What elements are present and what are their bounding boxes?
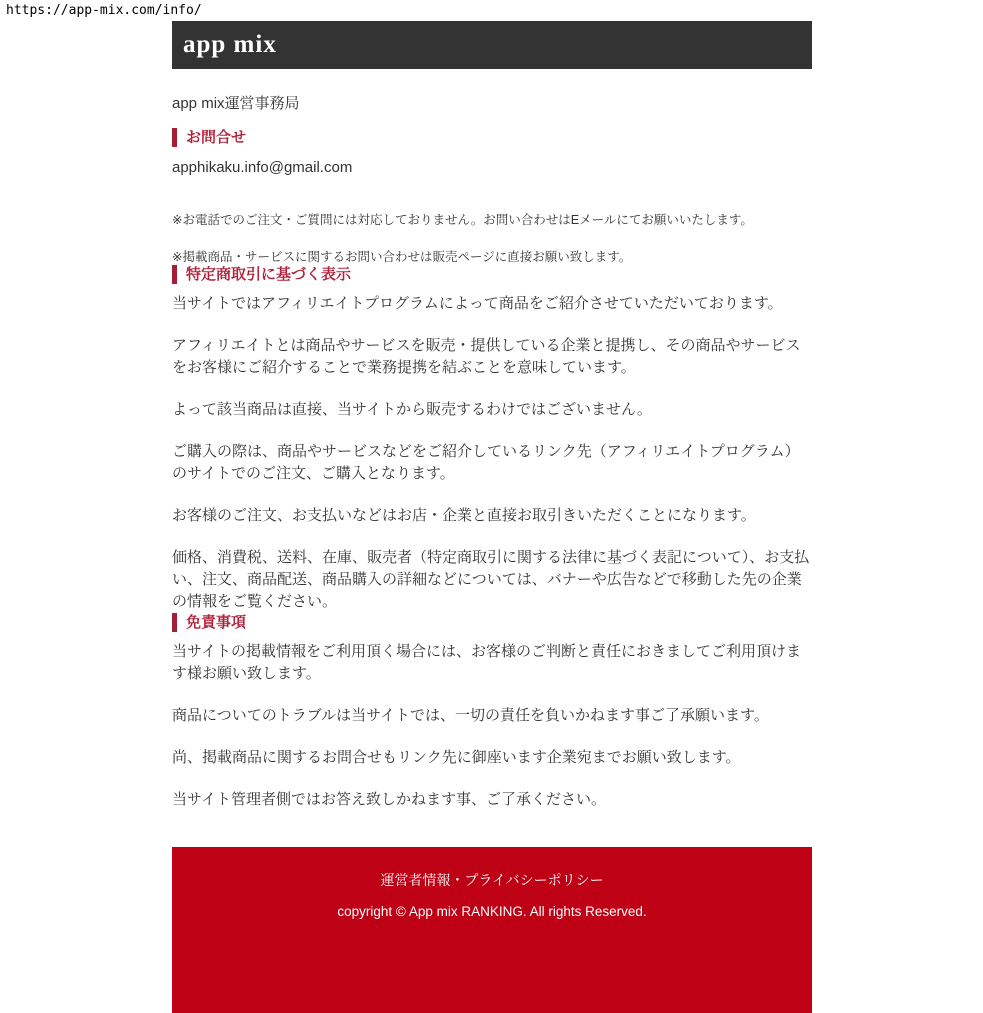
site-title: app mix — [183, 31, 277, 58]
legal-paragraph: ご購入の際は、商品やサービスなどをご紹介しているリンク先（アフィリエイトプログラム）のサイトでのご注文、ご購入となります。 — [172, 443, 800, 482]
site-header — [172, 21, 812, 69]
footer-copyright: copyright © App mix RANKING. All rights Reserved. — [337, 904, 647, 919]
footer-link[interactable]: 運営者情報・プライバシーポリシー — [380, 872, 604, 888]
page-column — [172, 21, 812, 1013]
url-text: https://app-mix.com/info/ — [6, 3, 202, 18]
legal-paragraph: 当サイトではアフィリエイトプログラムによって商品をご紹介させていただいております。 — [172, 295, 783, 312]
contact-note: ※掲載商品・サービスに関するお問い合わせは販売ページに直接お願い致します。 — [172, 250, 632, 264]
page-footer — [172, 847, 812, 1013]
legal-paragraph: 価格、消費税、送料、在庫、販売者（特定商取引に関する法律に基づく表記について）、お支払い、注文、商品配送、商品購入の詳細などについては、バナーや広告などで移動した先の企業の情報をご覧ください。 — [172, 549, 810, 610]
legal-paragraph: よって該当商品は直接、当サイトから販売するわけではございません。 — [172, 401, 652, 418]
contact-email: apphikaku.info@gmail.com — [172, 159, 353, 176]
legal-paragraph: お客様のご注文、お支払いなどはお店・企業と直接お取引きいただくことになります。 — [172, 507, 756, 524]
section-heading-disclaimer: 免責事項 — [172, 613, 812, 632]
disclaimer-paragraph: 当サイトの掲載情報をご利用頂く場合には、お客様のご判断と責任におきましてご利用頂けます様お願い致します。 — [172, 643, 801, 682]
disclaimer-paragraph: 尚、掲載商品に関するお問合せもリンク先に御座います企業宛までお願い致します。 — [172, 749, 741, 766]
legal-paragraph: アフィリエイトとは商品やサービスを販売・提供している企業と提携し、その商品やサービスをお客様にご紹介することで業務提携を結ぶことを意味しています。 — [172, 337, 801, 376]
disclaimer-paragraph: 当サイト管理者側ではお答え致しかねます事、ご了承ください。 — [172, 791, 606, 808]
section-heading-contact: お問合せ — [172, 128, 812, 147]
disclaimer-paragraph: 商品についてのトラブルは当サイトでは、一切の責任を負いかねます事ご了承願います。 — [172, 707, 769, 724]
section-heading-legal: 特定商取引に基づく表示 — [172, 265, 812, 284]
contact-note: ※お電話でのご注文・ご質問には対応しておりません。お問い合わせはEメールにてお願いいたします。 — [172, 213, 753, 227]
operator-name: app mix運営事務局 — [172, 95, 300, 112]
